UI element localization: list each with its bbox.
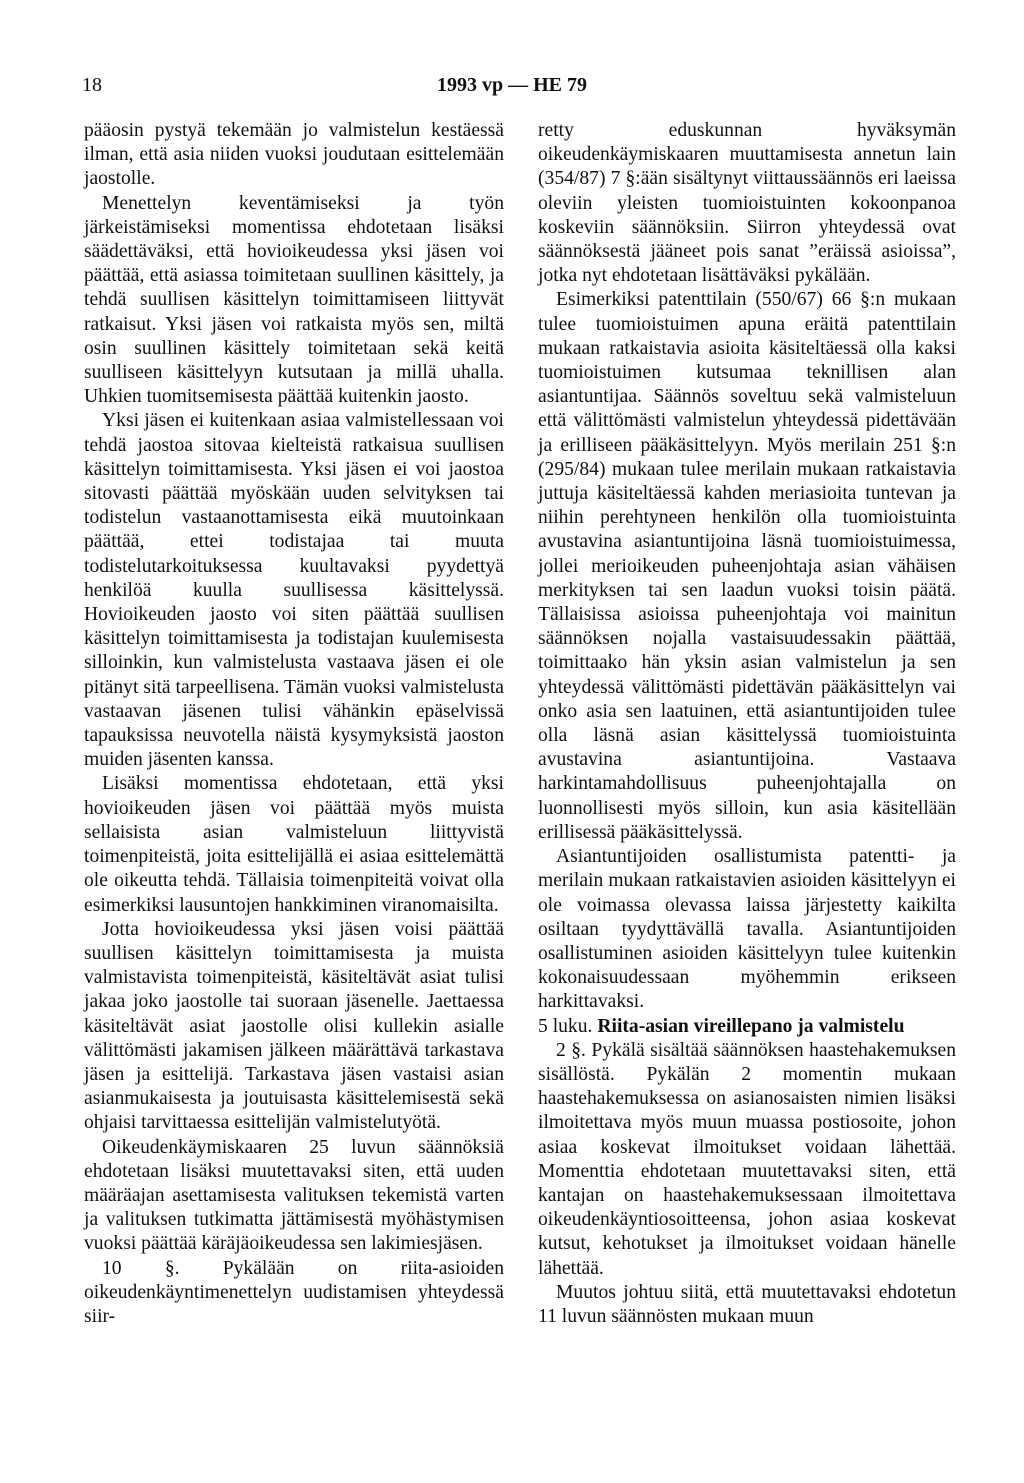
left-paragraph-5: Jotta hovioikeudessa yksi jäsen voisi päättää suullisen käsittelyn toimittamisesta ja muista valmistavista toimenpiteistä, käsiteltävät asiat tulisi jakaa joko jaostolle tai suoraan jäsenelle. Jaettaessa käsiteltävät asiat jaostolle olisi kullekin asialle välittömästi jakamisen jälkeen määrättävä tarkastava jäsen ja esittelijä. Tarkastava jäsen vastaisi asian asianmukaisesta ja joutuisasta käsittelemisestä sekä ohjaisi tarvittaessa esittelijän valmistelutyötä.: [84, 918, 504, 1134]
right-column: [538, 119, 956, 1329]
section-title: Riita-asian vireillepano ja valmistelu: [597, 1015, 905, 1037]
left-paragraph-2: Menettelyn keventämiseksi ja työn järkeistämiseksi momentissa ehdotetaan lisäksi säädettäväksi, että hovioikeudessa yksi jäsen voi päättää, että asiassa toimitetaan suullinen käsittely, ja tehdä suullisen käsittelyn toimittamiseen liittyvät ratkaisut. Yksi jäsen voi ratkaista myös sen, miltä osin suullinen käsittely toimitetaan sekä keitä suulliseen käsittelyyn kutsutaan ja millä uhalla. Uhkien tuomitsemisesta päättää kuitenkin jaosto.: [84, 192, 504, 408]
left-paragraph-7: 10 §. Pykälään on riita-asioiden oikeudenkäyntimenettelyn uudistamisen yhteydessä siir-: [84, 1257, 504, 1327]
left-paragraph-3: Yksi jäsen ei kuitenkaan asiaa valmistellessaan voi tehdä jaostoa sitovaa kielteistä ratkaisua suullisen käsittelyn toimittamisesta. Yksi jäsen ei voi jaostoa sitovasti päättää myöskään uuden selvityksen tai todistelun vastaanottamisesta eikä muutoinkaan päättää, ettei todistajaa tai muuta todistelutarkoituksessa kuultavaksi pyydettyä henkilöä kuulla suullisessa käsittelyssä. Hovioikeuden jaosto voi siten päättää suullisen käsittelyn toimittamisesta ja todistajan kuulemisesta silloinkin, kun valmistelusta vastaava jäsen ei ole pitänyt sitä tarpeellisena. Tämän vuoksi valmistelusta vastaavan jäsenen tulisi vähänkin epäselvissä tapauksissa neuvotella näistä kysymyksistä jaoston muiden jäsenten kanssa.: [84, 410, 504, 771]
right-paragraph-5: Muutos johtuu siitä, että muutettavaksi ehdotetun 11 luvun säännösten mukaan muun: [538, 1281, 956, 1327]
right-paragraph-2: Esimerkiksi patenttilain (550/67) 66 §:n mukaan tulee tuomioistuimen apuna eräitä patenttilain mukaan ratkaistavia asioita käsiteltäessä olla kaksi tuomioistuimen kutsumaa teknillisen alan asiantuntijaa. Säännös soveltuu sekä valmisteluun että välittömästi valmistelun yhteydessä pidettävään ja erilliseen pääkäsittelyyn. Myös merilain 251 §:n (295/84) mukaan tulee merilain mukaan ratkaistavia juttuja käsiteltäessä kahden meriasioita tuntevan ja niihin perehtyneen henkilön olla tuomioistuinta avustavina asiantuntijoina läsnä tuomioistuimessa, jollei merioikeuden puheenjohtaja asian vähäisen merkityksen tai sen laadun vuoksi toisin päätä. Tällaisissa asioissa puheenjohtaja voi mainitun säännöksen nojalla vastaisuudessakin päättää, toimittaako hän yksin asian valmistelun ja sen yhteydessä välittömästi pidettävän pääkäsittelyn vai onko asia sen laatuinen, että asiantuntijoiden tulee olla läsnä asian käsittelyssä tuomioistuinta avustavina asiantuntijoina. Vastaava harkintamahdollisuus puheenjohtajalla on luonnollisesti myös silloin, kun asia käsitellään erillisessä pääkäsittelyssä.: [538, 289, 956, 843]
section-number: 5 luku.: [538, 1015, 593, 1037]
right-paragraph-1: retty eduskunnan hyväksymän oikeudenkäymiskaaren muuttamisesta annetun lain (354/87) 7 §:ään sisältynyt viittaussäännös eri laeissa oleviin yleisten tuomioistuinten kokoonpanoa koskeviin säännöksiin. Siirron yhteydessä ovat säännöksestä jääneet pois sanat ”eräissä asioissa”, jotka nyt ehdotetaan lisättäväksi pykälään.: [538, 120, 956, 287]
left-column: [84, 119, 504, 1329]
right-paragraph-3: Asiantuntijoiden osallistumista patentti- ja merilain mukaan ratkaistavien asioiden käsittelyyn ei ole voimassa olevassa laissa järjestetty kaikilta osiltaan tyydyttävällä tavalla. Asiantuntijoiden osallistuminen asioiden käsittelyyn tulee kuitenkin kokonaisuudessaan myöhemmin erikseen harkittavaksi.: [538, 846, 956, 1013]
left-paragraph-6: Oikeudenkäymiskaaren 25 luvun säännöksiä ehdotetaan lisäksi muutettavaksi siten, että uuden määräajan asettamisesta valituksen tekemistä varten ja valituksen tutkimatta jättämisestä myöhästymisen vuoksi päättää käräjäoikeudessa sen lakimiesjäsen.: [84, 1136, 504, 1255]
running-header: 1993 vp — HE 79: [436, 74, 588, 96]
right-paragraph-4: 2 §. Pykälä sisältää säännöksen haastehakemuksen sisällöstä. Pykälän 2 momentin mukaan haastehakemuksessa on asianosaisten nimien lisäksi ilmoitettava myös muun muassa postiosoite, johon asiaa koskevat ilmoitukset voidaan lähettää. Momenttia ehdotetaan muutettavaksi siten, että kantajan on haastehakemuksessaan ilmoitettava oikeudenkäyntiosoitteensa, johon asiaa koskevat kutsut, kehotukset ja ilmoitukset voidaan hänelle lähettää.: [538, 1039, 956, 1279]
section-heading: [538, 1015, 956, 1039]
left-paragraph-1: pääosin pystyä tekemään jo valmistelun kestäessä ilman, että asia niiden vuoksi joudutaan esittelemään jaostolle.: [84, 120, 504, 190]
page-number: 18: [82, 74, 102, 96]
left-paragraph-4: Lisäksi momentissa ehdotetaan, että yksi hovioikeuden jäsen voi päättää myös muista sellaisista asian valmisteluun liittyvistä toimenpiteistä, joita esittelijällä ei asiaa esittelemättä ole oikeutta tehdä. Tällaisia toimenpiteitä voivat olla esimerkiksi lausuntojen hankkiminen viranomaisilta.: [84, 773, 504, 916]
